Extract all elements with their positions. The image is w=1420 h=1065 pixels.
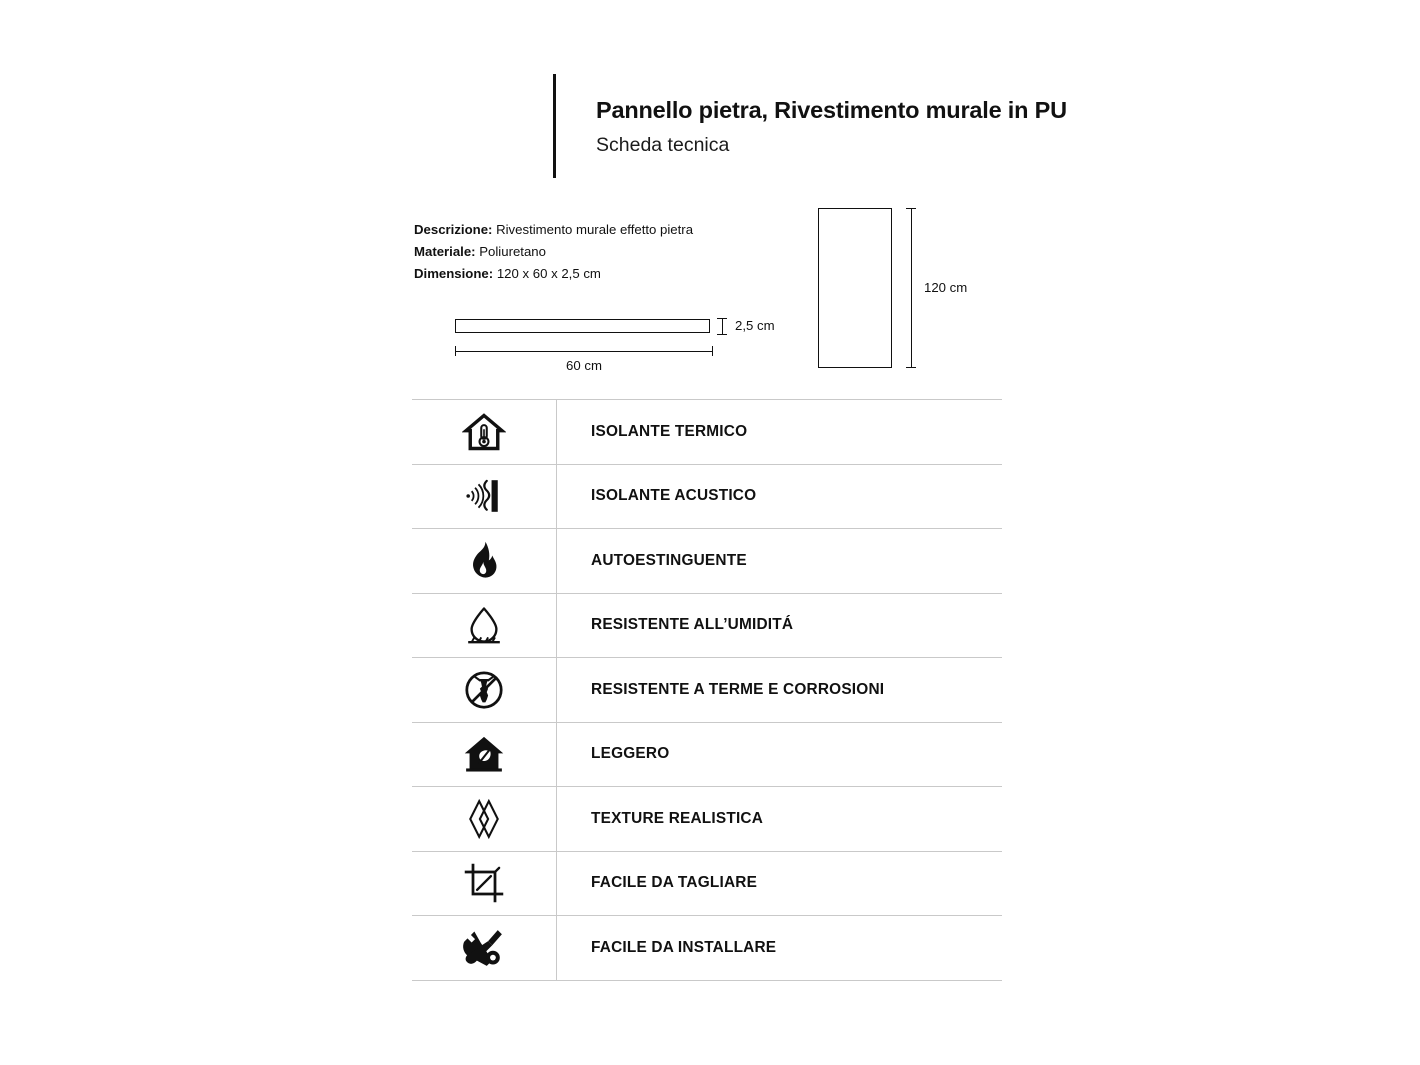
feature-label-cell bbox=[557, 916, 1002, 980]
width-dimension-line bbox=[455, 346, 713, 356]
page-title: Pannello pietra, Rivestimento murale in PU bbox=[596, 97, 1067, 123]
side-view-diagram bbox=[455, 315, 785, 375]
feature-icon-cell bbox=[412, 400, 557, 464]
table-row bbox=[412, 658, 1002, 723]
table-row bbox=[412, 852, 1002, 917]
feature-label: RESISTENTE A TERME E CORROSIONI bbox=[591, 680, 885, 698]
spec-row-dimensione bbox=[414, 263, 693, 285]
table-row bbox=[412, 916, 1002, 981]
header-text-block bbox=[596, 74, 1067, 158]
height-dimension-line bbox=[906, 208, 916, 368]
feature-icon-cell bbox=[412, 787, 557, 851]
house-feather-icon bbox=[462, 732, 506, 776]
table-row bbox=[412, 594, 1002, 659]
specification-list bbox=[414, 219, 693, 285]
spec-key-materiale: Materiale: bbox=[414, 244, 476, 259]
table-row bbox=[412, 529, 1002, 594]
feature-label: RESISTENTE ALL’UMIDITÁ bbox=[591, 616, 794, 634]
feature-label-cell bbox=[557, 465, 1002, 529]
feature-icon-cell bbox=[412, 529, 557, 593]
feature-label-cell bbox=[557, 852, 1002, 916]
feature-icon-cell bbox=[412, 658, 557, 722]
spec-row-descrizione bbox=[414, 219, 693, 241]
feature-label: ISOLANTE TERMICO bbox=[591, 422, 748, 440]
water-drop-surface-icon bbox=[462, 603, 506, 647]
height-label: 120 cm bbox=[924, 280, 968, 295]
spec-key-dimensione: Dimensione: bbox=[414, 266, 494, 281]
feature-label: LEGGERO bbox=[591, 745, 670, 763]
wrench-screwdriver-icon bbox=[462, 926, 506, 970]
feature-icon-cell bbox=[412, 916, 557, 980]
double-diamond-texture-icon bbox=[462, 797, 506, 841]
thickness-dimension-marker bbox=[717, 318, 727, 335]
page-header bbox=[412, 74, 1067, 179]
spec-key-descrizione: Descrizione: bbox=[414, 222, 493, 237]
feature-label-cell bbox=[557, 658, 1002, 722]
feature-icon-cell bbox=[412, 852, 557, 916]
panel-side-profile bbox=[455, 319, 710, 333]
table-row bbox=[412, 465, 1002, 530]
spec-value-materiale: Poliuretano bbox=[479, 244, 546, 259]
table-row bbox=[412, 400, 1002, 465]
header-accent-rule bbox=[553, 74, 556, 178]
feature-label: FACILE DA INSTALLARE bbox=[591, 938, 777, 956]
spec-value-dimensione: 120 x 60 x 2,5 cm bbox=[496, 266, 601, 281]
feature-label: ISOLANTE ACUSTICO bbox=[591, 487, 757, 505]
panel-front-face bbox=[818, 208, 892, 368]
table-row bbox=[412, 787, 1002, 852]
spec-value-descrizione: Rivestimento murale effetto pietra bbox=[496, 222, 694, 237]
feature-icon-cell bbox=[412, 723, 557, 787]
no-termite-icon bbox=[462, 668, 506, 712]
flame-icon bbox=[462, 539, 506, 583]
feature-label: TEXTURE REALISTICA bbox=[591, 809, 764, 827]
feature-label: FACILE DA TAGLIARE bbox=[591, 874, 758, 892]
page-subtitle: Scheda tecnica bbox=[596, 134, 730, 157]
feature-label-cell bbox=[557, 594, 1002, 658]
feature-label-cell bbox=[557, 400, 1002, 464]
crop-cut-icon bbox=[462, 861, 506, 905]
feature-label-cell bbox=[557, 723, 1002, 787]
thickness-label: 2,5 cm bbox=[735, 318, 775, 333]
feature-table bbox=[412, 399, 1002, 981]
feature-label: AUTOESTINGUENTE bbox=[591, 551, 747, 569]
table-row bbox=[412, 723, 1002, 788]
front-view-diagram bbox=[818, 208, 998, 378]
soundwave-wall-icon bbox=[462, 474, 506, 518]
feature-label-cell bbox=[557, 529, 1002, 593]
width-label: 60 cm bbox=[566, 358, 602, 373]
feature-label-cell bbox=[557, 787, 1002, 851]
house-thermometer-icon bbox=[462, 410, 506, 454]
spec-row-materiale bbox=[414, 241, 693, 263]
feature-icon-cell bbox=[412, 465, 557, 529]
feature-icon-cell bbox=[412, 594, 557, 658]
